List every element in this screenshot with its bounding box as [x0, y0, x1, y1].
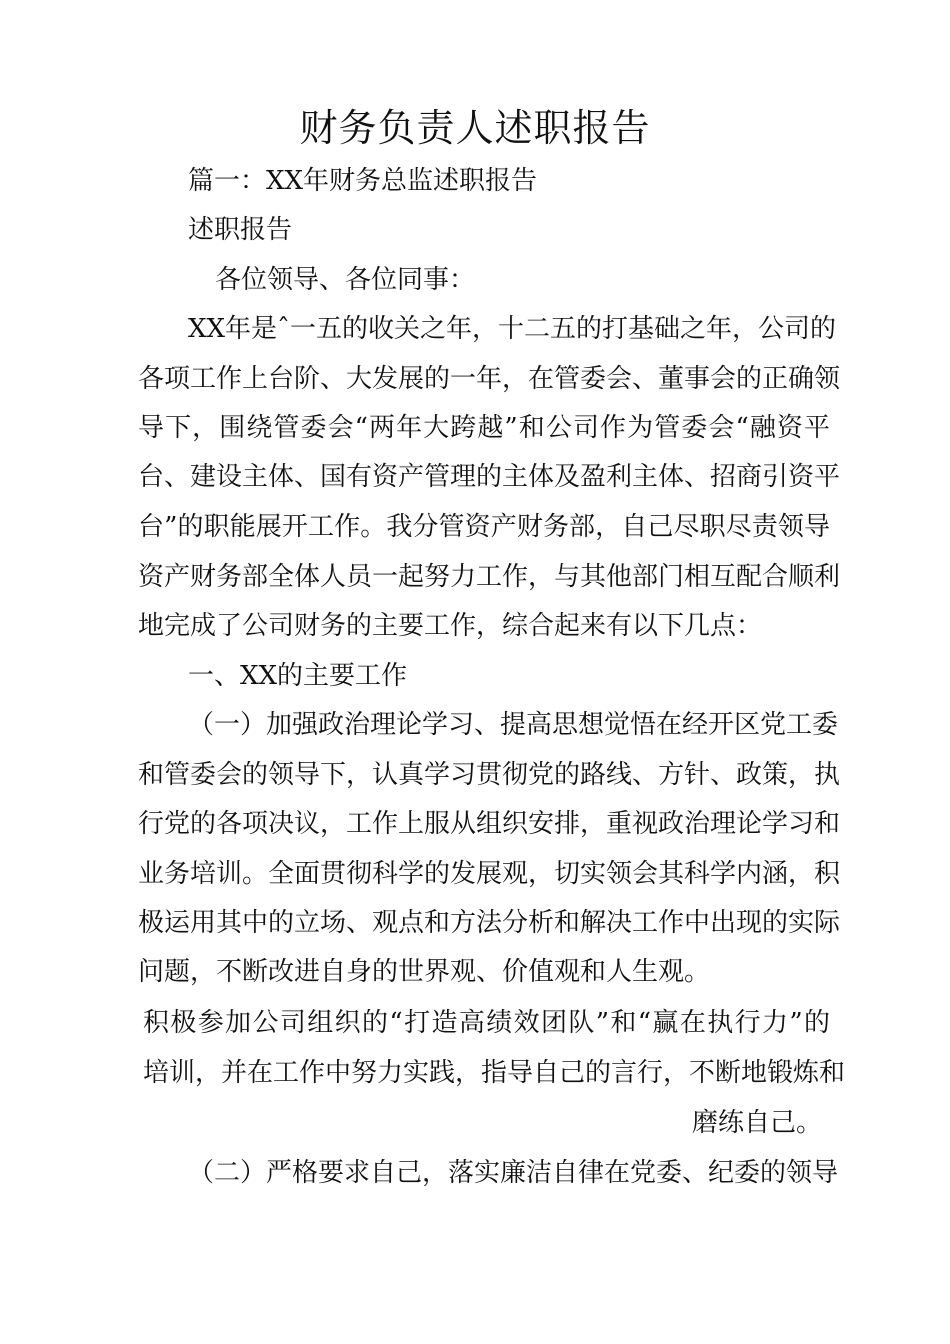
paragraph-line: 极运用其中的立场、观点和方法分析和解决工作中出现的实际: [138, 908, 841, 938]
paragraph-line: 和管委会的领导下，认真学习贯彻党的路线、方针、政策，执: [138, 760, 841, 790]
heading-1: 一、XX的主要工作: [188, 661, 408, 691]
paragraph-line: 培训，并在工作中努力实践，指导自己的言行，不断地锻炼和: [143, 1058, 846, 1088]
sub-heading: 述职报告: [188, 215, 293, 245]
paragraph-line: （二）严格要求自己，落实廉洁自律在党委、纪委的领导: [188, 1158, 839, 1188]
document-title: 财务负责人述职报告: [299, 106, 651, 150]
salutation: 各位领导、各位同事：: [215, 265, 476, 295]
paragraph-line: 地完成了公司财务的主要工作，综合起来有以下几点：: [138, 611, 763, 641]
paragraph-line: 台、建设主体、国有资产管理的主体及盈利主体、招商引资平: [138, 462, 841, 492]
paragraph-line: 积极参加公司组织的“打造高绩效团队”和“赢在执行力”的: [143, 1008, 830, 1038]
paragraph-line: 各项工作上台阶、大发展的一年，在管委会、董事会的正确领: [138, 364, 841, 394]
paragraph-line: 行党的各项决议，工作上服从组织安排，重视政治理论学习和: [138, 809, 841, 839]
section-heading: 篇一：XX年财务总监述职报告: [188, 166, 538, 196]
paragraph-line: 问题，不断改进自身的世界观、价值观和人生观。: [138, 957, 711, 987]
paragraph-line: 导下，围绕管委会“两年大跨越”和公司作为管委会“融资平: [138, 413, 830, 443]
paragraph-line: 业务培训。全面贯彻科学的发展观，切实领会其科学内涵，积: [138, 859, 841, 889]
paragraph-line: XX年是ˆ一五的收关之年，十二五的打基础之年，公司的: [188, 314, 837, 344]
paragraph-line: 磨练自己。: [691, 1108, 822, 1138]
paragraph-line: （一）加强政治理论学习、提高思想觉悟在经开区党工委: [188, 710, 839, 740]
paragraph-line: 资产财务部全体人员一起努力工作，与其他部门相互配合顺利: [138, 562, 841, 592]
paragraph-line: 台”的职能展开工作。我分管资产财务部，自己尽职尽责领导: [138, 512, 830, 542]
